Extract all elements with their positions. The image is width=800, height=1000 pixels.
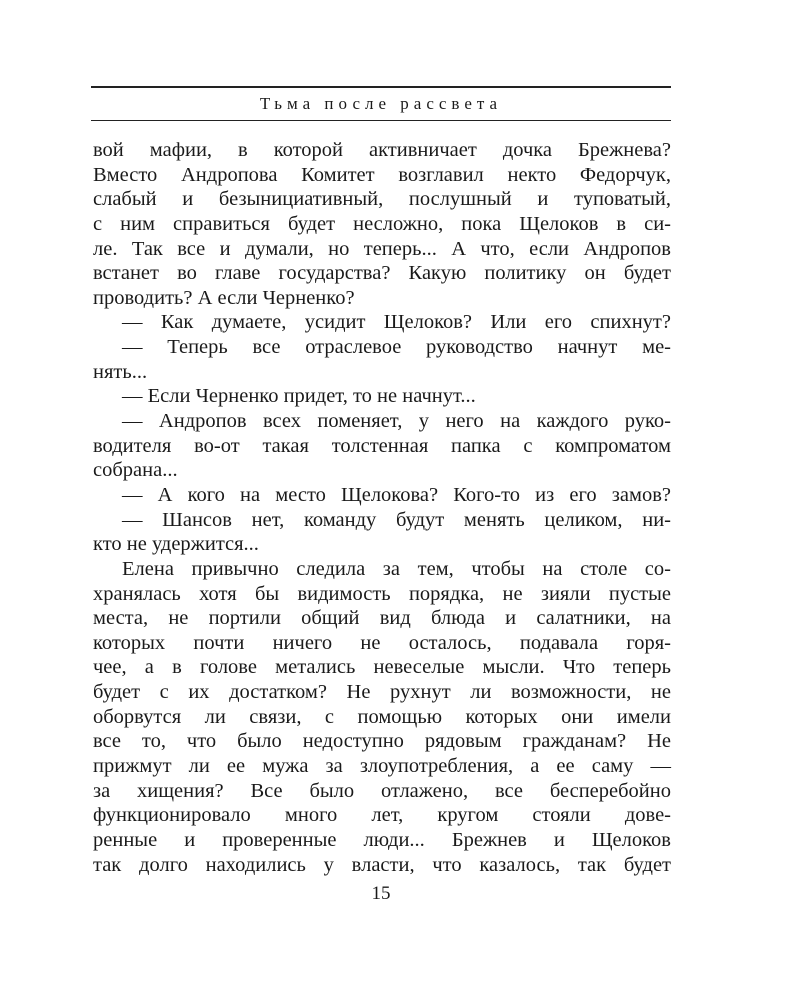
text-line: так долго находились у власти, что казалось, так будет bbox=[93, 853, 671, 876]
text-line: Вместо Андропова Комитет возглавил некто Федорчук, bbox=[93, 163, 671, 186]
text-line: чее, а в голове метались невеселые мысли. Что теперь bbox=[93, 656, 671, 679]
text-line: все то, что было недоступно рядовым гражданам? Не bbox=[93, 730, 671, 753]
page-number: 15 bbox=[371, 883, 391, 904]
text-line: которых почти ничего не осталось, подавала горя- bbox=[93, 631, 671, 654]
header-rule-bottom bbox=[91, 120, 671, 121]
text-line: слабый и безынициативный, послушный и туповатый, bbox=[93, 188, 671, 211]
text-line: — Шансов нет, команду будут менять целиком, ни- bbox=[122, 508, 671, 531]
text-line: — Если Черненко придет, то не начнут... bbox=[122, 385, 476, 408]
text-line: ренные и проверенные люди... Брежнев и Щелоков bbox=[93, 828, 671, 851]
body-text bbox=[93, 138, 671, 877]
text-line: кто не удержится... bbox=[93, 533, 259, 556]
text-line: вой мафии, в которой активничает дочка Брежнева? bbox=[93, 139, 671, 161]
text-line: водителя во-от такая толстенная папка с компроматом bbox=[93, 434, 671, 457]
header-rule-top bbox=[91, 86, 671, 88]
running-head: Тьма после рассвета bbox=[259, 94, 503, 113]
text-line: — Андропов всех поменяет, у него на каждого руко- bbox=[122, 410, 671, 433]
text-line: — А кого на место Щелокова? Кого-то из его замов? bbox=[122, 483, 671, 506]
text-line: Елена привычно следила за тем, чтобы на столе со- bbox=[122, 557, 671, 580]
text-line: с ним справиться будет несложно, пока Щелоков в си- bbox=[93, 212, 671, 235]
text-line: встанет во главе государства? Какую политику он будет bbox=[93, 262, 671, 285]
text-line: оборвутся ли связи, с помощью которых они имели bbox=[93, 705, 671, 728]
text-line: нять... bbox=[93, 360, 148, 383]
text-line: — Как думаете, усидит Щелоков? Или его спихнут? bbox=[122, 311, 671, 334]
text-line: места, не портили общий вид блюда и салатники, на bbox=[93, 607, 671, 630]
text-line: ле. Так все и думали, но теперь... А что, если Андропов bbox=[93, 237, 671, 260]
text-line: прижмут ли ее мужа за злоупотребления, а ее саму — bbox=[93, 755, 671, 778]
text-line: будет с их достатком? Не рухнут ли возможности, не bbox=[93, 681, 671, 704]
text-line: хранялась хотя бы видимость порядка, не зияли пустые bbox=[93, 582, 671, 605]
text-line: функционировало много лет, кругом стояли дове- bbox=[93, 804, 671, 827]
text-line: за хищения? Все было отлажено, все бесперебойно bbox=[93, 779, 671, 802]
text-line: — Теперь все отраслевое руководство начнут ме- bbox=[122, 336, 671, 359]
text-line: проводить? А если Черненко? bbox=[93, 286, 355, 309]
text-line: собрана... bbox=[93, 459, 178, 482]
